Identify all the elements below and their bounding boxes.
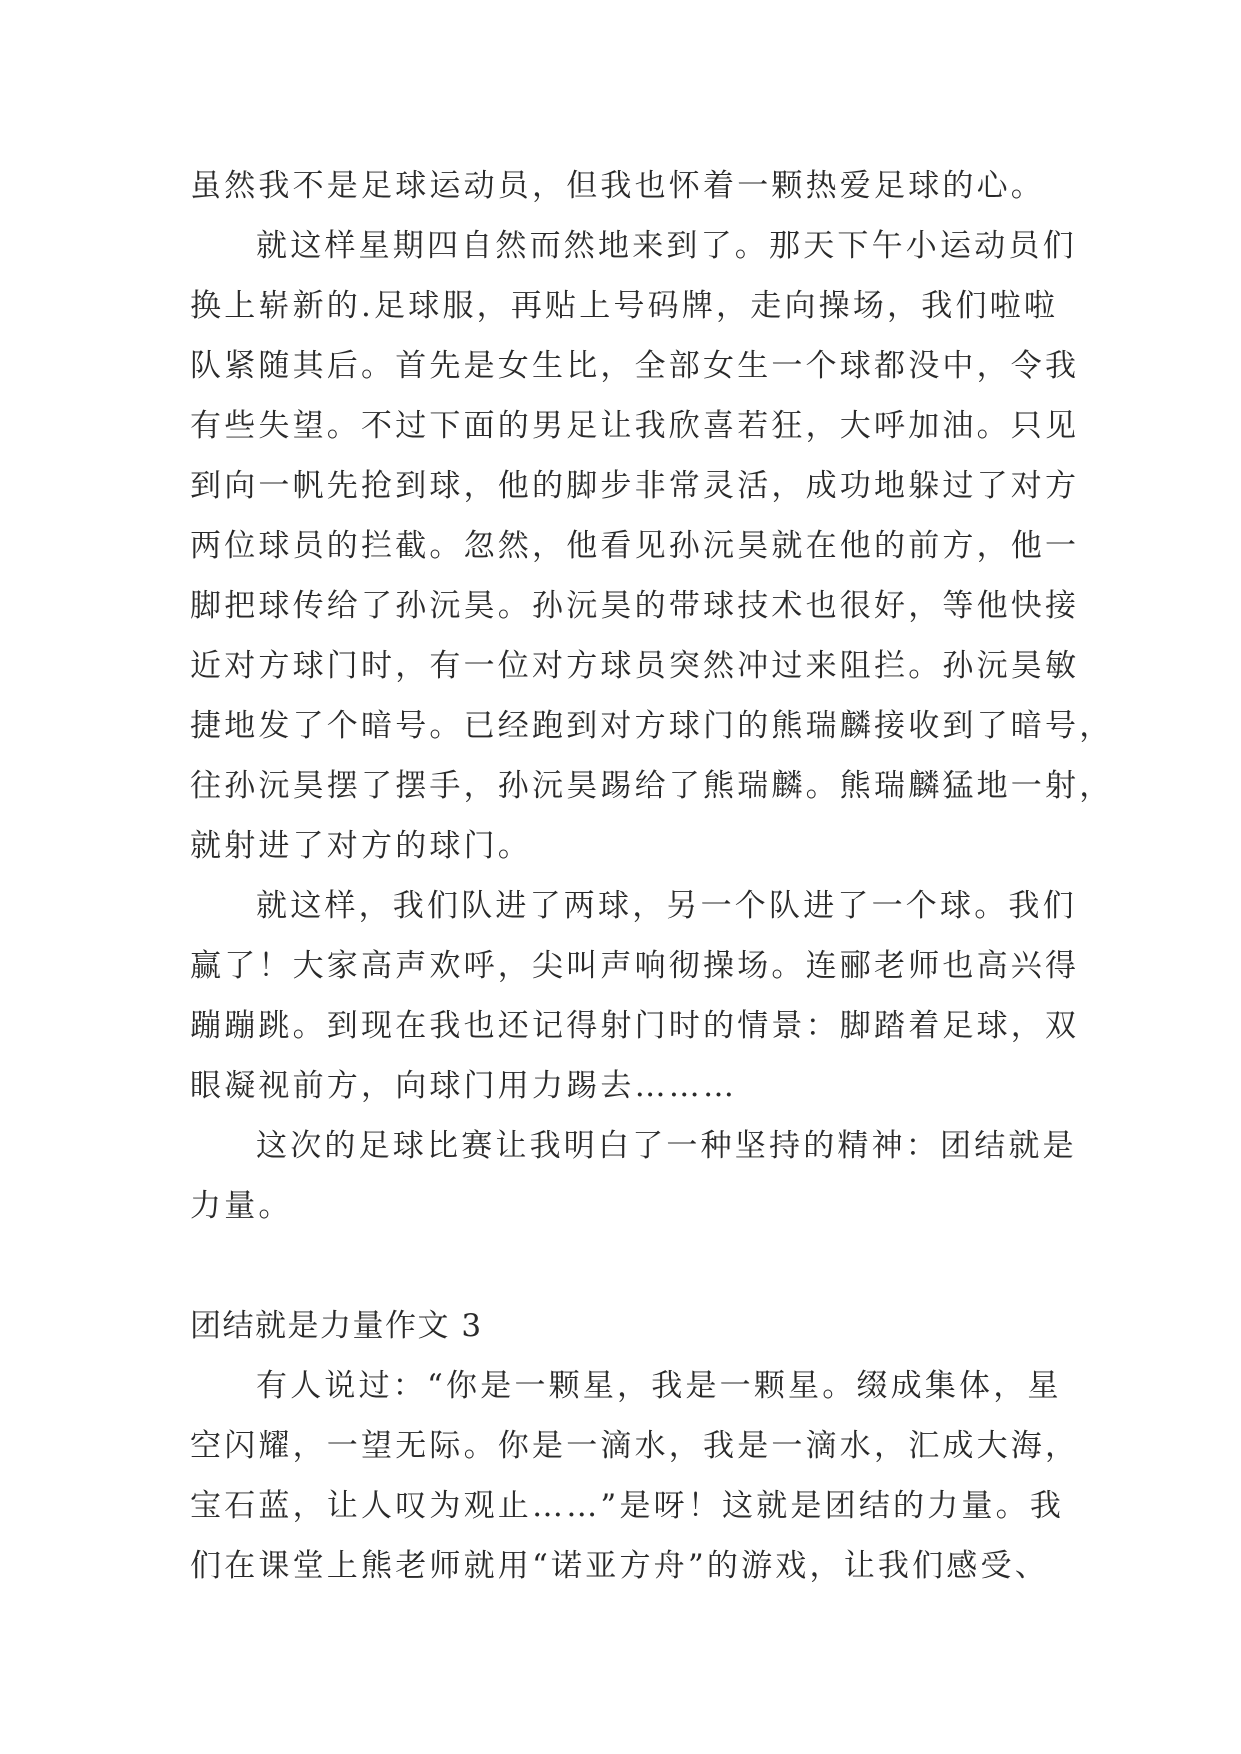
document-page [190,156,1114,1596]
text-line: 就这样星期四自然而然地来到了。那天下午小运动员们 [256,228,1077,264]
text-line: 有人说过：“你是一颗星，我是一颗星。缀成集体，星 [256,1368,1062,1404]
text-line: 这次的足球比赛让我明白了一种坚持的精神：团结就是 [256,1128,1077,1164]
text-line: 到向一帆先抢到球，他的脚步非常灵活，成功地躲过了对方 [190,468,1080,504]
section-spacer [190,1236,1070,1296]
text-line: 两位球员的拦截。忽然，他看见孙沅昊就在他的前方，他一 [190,528,1080,564]
text-line: 近对方球门时，有一位对方球员突然冲过来阻拦。孙沅昊敏 [190,648,1080,684]
essay-heading: 团结就是力量作文 3 [190,1308,483,1344]
text-line: 眼凝视前方，向球门用力踢去……… [190,1068,738,1104]
paragraph-match-story [190,216,1114,876]
text-line: 宝石蓝，让人叹为观止……”是呀！这就是团结的力量。我 [190,1488,1065,1524]
text-line: 就射进了对方的球门。 [190,828,532,864]
text-line: 赢了！大家高声欢呼，尖叫声响彻操场。连郦老师也高兴得 [190,948,1080,984]
text-line: 脚把球传给了孙沅昊。孙沅昊的带球技术也很好，等他快接 [190,588,1080,624]
paragraph-victory [190,876,1080,1116]
text-line: 蹦蹦跳。到现在我也还记得射门时的情景：脚踏着足球，双 [190,1008,1080,1044]
paragraph-essay-3-intro [190,1356,1080,1596]
text-line: 往孙沅昊摆了摆手，孙沅昊踢给了熊瑞麟。熊瑞麟猛地一射， [190,768,1114,804]
text-line: 队紧随其后。首先是女生比，全部女生一个球都没中，令我 [190,348,1080,384]
text-line: 就这样，我们队进了两球，另一个队进了一个球。我们 [256,888,1077,924]
paragraph-continuation [190,156,1070,216]
text-line: 捷地发了个暗号。已经跑到对方球门的熊瑞麟接收到了暗号， [190,708,1114,744]
text-line: 们在课堂上熊老师就用“诺亚方舟”的游戏，让我们感受、 [190,1548,1049,1584]
text-line: 空闪耀，一望无际。你是一滴水，我是一滴水，汇成大海， [190,1428,1080,1464]
text-line: 虽然我不是足球运动员，但我也怀着一颗热爱足球的心。 [190,168,1045,204]
text-line: 换上崭新的.足球服，再贴上号码牌，走向操场，我们啦啦 [190,288,1059,324]
text-line: 有些失望。不过下面的男足让我欣喜若狂，大呼加油。只见 [190,408,1080,444]
paragraph-conclusion [190,1116,1077,1236]
text-line: 力量。 [190,1188,293,1224]
